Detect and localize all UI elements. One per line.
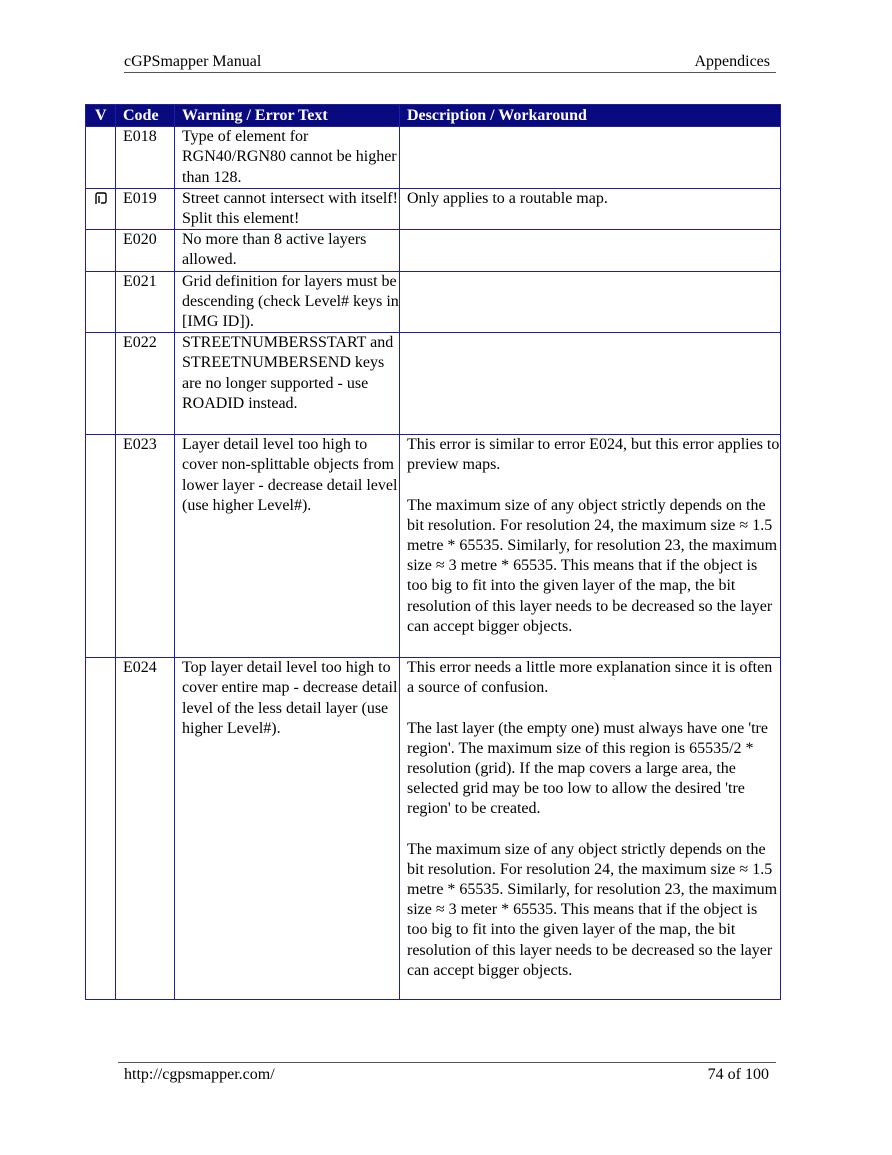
table-row — [86, 188, 781, 229]
table-row — [86, 333, 781, 435]
error-text: Street cannot intersect with itself! Split this element! — [175, 188, 400, 229]
error-description — [400, 658, 781, 1000]
version-cell — [86, 435, 116, 658]
error-code: E019 — [116, 188, 175, 229]
error-description — [400, 333, 781, 435]
version-cell — [86, 658, 116, 1000]
version-cell — [86, 271, 116, 333]
column-header-v: V — [86, 105, 116, 127]
error-table — [85, 104, 781, 1000]
error-text: Layer detail level too high to cover non-splittable objects from lower layer - decrease detail level (use higher Level#). — [175, 435, 400, 658]
error-text: Grid definition for layers must be descending (check Level# keys in [IMG ID]). — [175, 271, 400, 333]
description-paragraph: The maximum size of any object strictly depends on the bit resolution. For resolution 24, the maximum size ≈ 1.5 metre * 65535. Similarly, for resolution 23, the maximum size ≈ 3 meter * 65535. This means that if the object is too big to fit into the given layer of the map, the bit resolution of this layer needs to be decreased so the layer can accept bigger objects. — [407, 840, 778, 979]
error-description — [400, 435, 781, 658]
version-cell — [86, 127, 116, 189]
error-code: E023 — [116, 435, 175, 658]
version-cell — [86, 230, 116, 271]
error-code: E021 — [116, 271, 175, 333]
document-title: cGPSmapper Manual — [124, 53, 262, 70]
column-header-warning-text: Warning / Error Text — [175, 105, 400, 127]
table-row — [86, 435, 781, 658]
table-row — [86, 271, 781, 333]
description-paragraph: This error needs a little more explanation since it is often a source of confusion. — [407, 659, 773, 697]
version-cell — [86, 333, 116, 435]
description-paragraph: This error is similar to error E024, but this error applies to preview maps. — [407, 436, 780, 474]
routable-icon — [94, 192, 108, 206]
error-code: E024 — [116, 658, 175, 1000]
table-header-row — [86, 105, 781, 127]
error-description — [400, 271, 781, 333]
error-code: E018 — [116, 127, 175, 189]
error-text: No more than 8 active layers allowed. — [175, 230, 400, 271]
error-code: E020 — [116, 230, 175, 271]
error-text: STREETNUMBERSSTART and STREETNUMBERSEND keys are no longer supported - use ROADID instead. — [175, 333, 400, 435]
section-title: Appendices — [694, 53, 770, 70]
column-header-description: Description / Workaround — [400, 105, 781, 127]
page-footer — [118, 1062, 776, 1083]
error-text: Top layer detail level too high to cover entire map - decrease detail level of the less detail layer (use higher Level#). — [175, 658, 400, 1000]
table-row — [86, 230, 781, 271]
description-paragraph: The maximum size of any object strictly depends on the bit resolution. For resolution 24, the maximum size ≈ 1.5 metre * 65535. Similarly, for resolution 23, the maximum size ≈ 3 metre * 65535. This means that if the object is too big to fit into the given layer of the map, the bit resolution of this layer needs to be decreased so the layer can accept bigger objects. — [407, 496, 778, 635]
error-description — [400, 230, 781, 271]
error-code: E022 — [116, 333, 175, 435]
description-paragraph: The last layer (the empty one) must always have one 'tre region'. The maximum size of this region is 65535/2 * resolution (grid). If the map covers a large area, the selected grid may be too low to allow the desired 'tre region' to be created. — [407, 719, 768, 818]
column-header-code: Code — [116, 105, 175, 127]
table-row — [86, 658, 781, 1000]
website-link[interactable]: http://cgpsmapper.com/ — [124, 1066, 275, 1083]
description-paragraph: Only applies to a routable map. — [407, 189, 608, 207]
version-cell — [86, 188, 116, 229]
error-description — [400, 127, 781, 189]
table-row — [86, 127, 781, 189]
page-header — [124, 52, 776, 73]
error-description — [400, 188, 781, 229]
page-number: 74 of 100 — [707, 1066, 769, 1083]
error-text: Type of element for RGN40/RGN80 cannot be higher than 128. — [175, 127, 400, 189]
